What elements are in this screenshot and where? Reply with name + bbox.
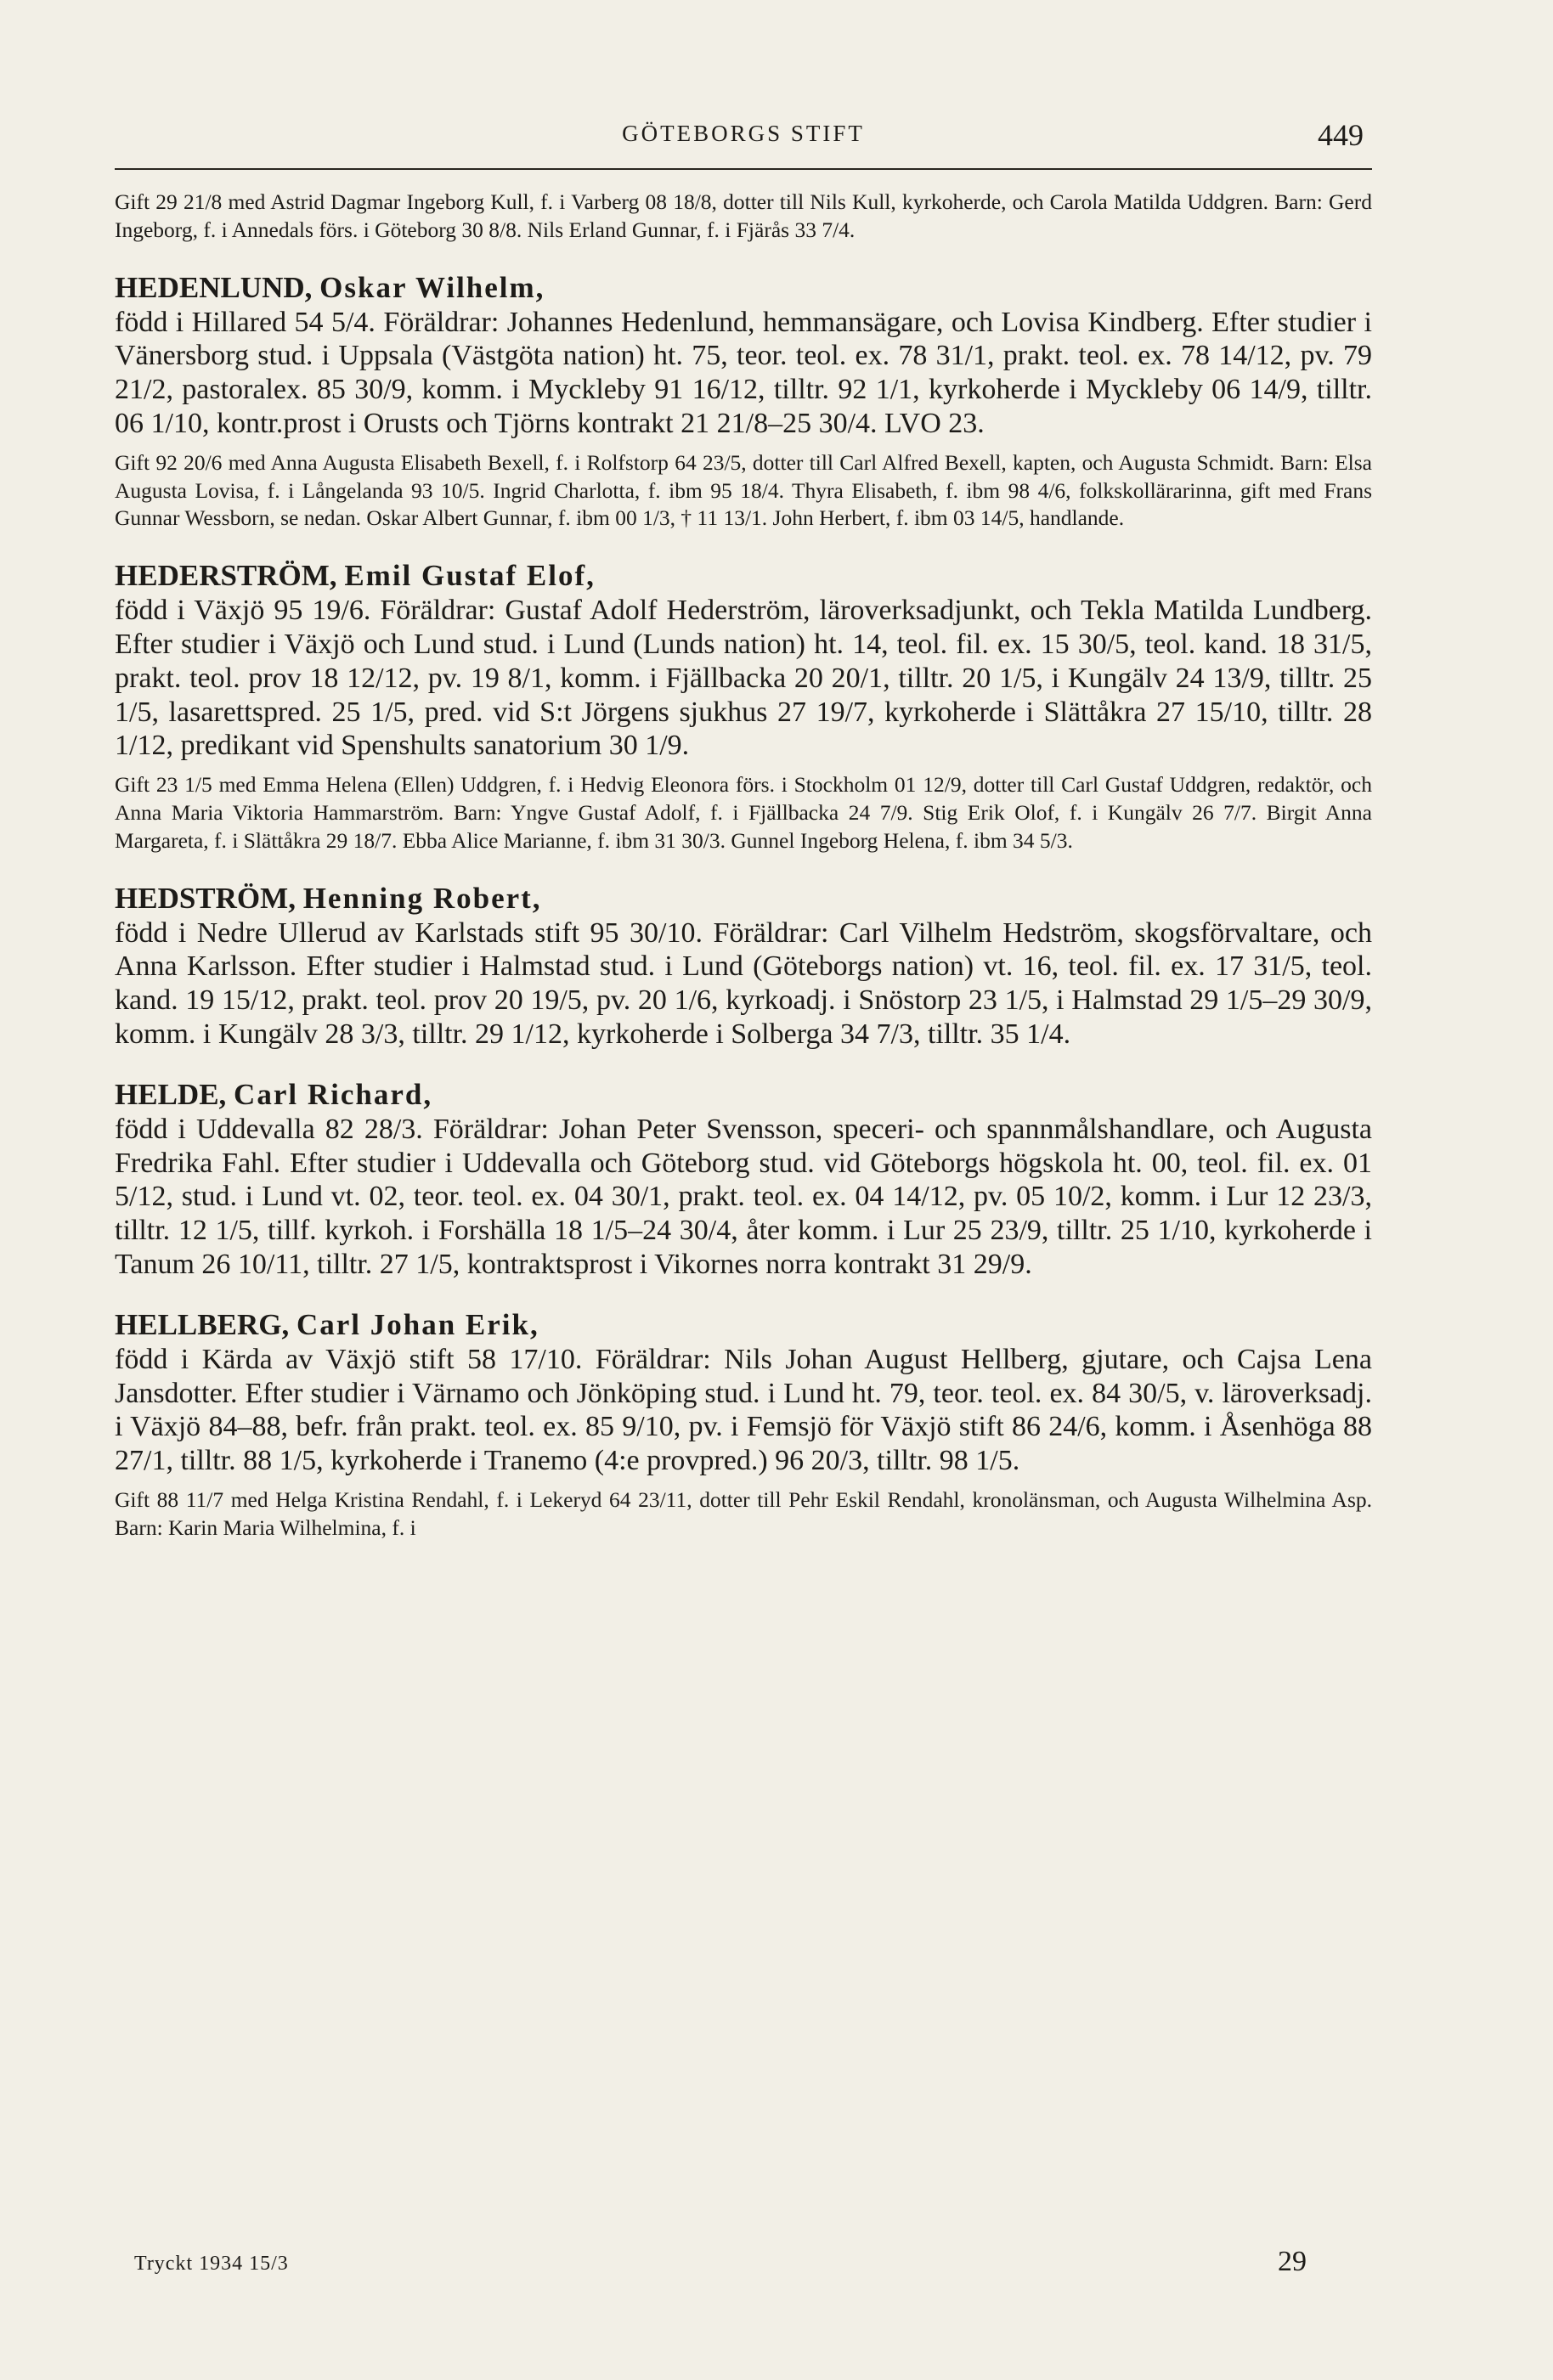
entry-biography: född i Växjö 95 19/6. Föräldrar: Gustaf Adolf Hederström, läroverksadjunkt, och Tekla Matilda Lundberg. Efter studier i Växjö och Lund stud. i Lund (Lunds nation) ht. 14, teol. fil. ex. 15 30/5, teol. kand. 18 31/5, prakt. teol. prov 18 12/12, pv. 19 8/1, komm. i Fjällbacka 20 20/1, tilltr. 20 1/5, i Kungälv 24 13/9, tilltr. 25 1/5, lasarettspred. 25 1/5, pred. vid S:t Jörgens sjukhus 27 19/7, kyrkoherde i Slättåkra 27 15/10, tilltr. 28 1/12, predikant vid Spenshults sanatorium 30 1/9. <box>115 595 1372 762</box>
page-content <box>115 189 1372 1542</box>
entry-heading <box>115 1307 1372 1343</box>
intro-marriage-note: Gift 29 21/8 med Astrid Dagmar Ingeborg Kull, f. i Varberg 08 18/8, dotter till Nils Kull, kyrkoherde, och Carola Matilda Uddgren. Barn: Gerd Ingeborg, f. i Annedals förs. i Göteborg 30 8/8. Nils Erland Gunnar, f. i Fjärås 33 7/4. <box>115 189 1372 242</box>
biography-entry-hederstrom <box>115 558 1372 854</box>
entry-family-note: Gift 92 20/6 med Anna Augusta Elisabeth Bexell, f. i Rolfstorp 64 23/5, dotter till Carl Alfred Bexell, kapten, och Augusta Schmidt. Barn: Elsa Augusta Lovisa, f. i Långelanda 93 10/5. Ingrid Charlotta, f. ibm 95 18/4. Thyra Elisabeth, f. ibm 98 4/6, folkskollärarinna, gift med Frans Gunnar Wessborn, se nedan. Oskar Albert Gunnar, f. ibm 00 1/3, † 11 13/1. John Herbert, f. ibm 03 14/5, handlande. <box>115 449 1372 531</box>
entry-biography: född i Hillared 54 5/4. Föräldrar: Johannes Hedenlund, hemmansägare, och Lovisa Kindberg. Efter studier i Vänersborg stud. i Uppsala (Västgöta nation) ht. 75, teor. teol. ex. 78 31/1, prakt. teol. ex. 78 14/12, pv. 79 21/2, pastoralex. 85 30/9, komm. i Myckleby 91 16/12, tilltr. 92 1/1, kyrkoherde i Myckleby 06 14/9, tilltr. 06 1/10, kontr.prost i Orusts och Tjörns kontrakt 21 21/8–25 30/4. LVO 23. <box>115 306 1372 439</box>
entry-given-names: Henning Robert, <box>302 881 542 915</box>
entry-biography: född i Nedre Ullerud av Karlstads stift 95 30/10. Föräldrar: Carl Vilhelm Hedström, skogsförvaltare, och Anna Karlsson. Efter studier i Halmstad stud. i Lund (Göteborgs nation) vt. 16, teol. fil. ex. 17 31/5, teol. kand. 19 15/12, prakt. teol. prov 20 19/5, pv. 20 1/6, kyrkoadj. i Snöstorp 23 1/5, i Halmstad 29 1/5–29 30/9, komm. i Kungälv 28 3/3, tilltr. 29 1/12, kyrkoherde i Solberga 34 7/3, tilltr. 35 1/4. <box>115 916 1372 1050</box>
signature-mark: 29 <box>1278 2246 1307 2277</box>
running-head: GÖTEBORGS STIFT <box>622 121 865 146</box>
entry-heading <box>115 558 1372 594</box>
page-number: 449 <box>1318 118 1364 152</box>
entry-given-names: Carl Johan Erik, <box>296 1307 539 1341</box>
biography-entry-hellberg <box>115 1307 1372 1542</box>
entry-heading <box>115 270 1372 306</box>
entry-biography: född i Kärda av Växjö stift 58 17/10. Föräldrar: Nils Johan August Hellberg, gjutare, och Cajsa Lena Jansdotter. Efter studier i Värnamo och Jönköping stud. i Lund ht. 79, teor. teol. ex. 84 30/5, v. läroverksadj. i Växjö 84–88, befr. från prakt. teol. ex. 85 9/10, pv. i Femsjö för Växjö stift 86 24/6, komm. i Åsenhöga 88 27/1, tilltr. 88 1/5, kyrkoherde i Tranemo (4:e provpred.) 96 20/3, tilltr. 98 1/5. <box>115 1343 1372 1477</box>
biography-entry-hedstrom <box>115 881 1372 1052</box>
biography-entry-hedenlund <box>115 270 1372 533</box>
biography-entry-helde <box>115 1077 1372 1282</box>
entry-heading <box>115 1077 1372 1113</box>
entry-biography: född i Uddevalla 82 28/3. Föräldrar: Johan Peter Svensson, speceri- och spannmålshandlare, och Augusta Fredrika Fahl. Efter studier i Uddevalla och Göteborg stud. vid Göteborgs högskola ht. 00, teol. fil. ex. 01 5/12, stud. i Lund vt. 02, teor. teol. ex. 04 30/1, prakt. teol. ex. 04 14/12, pv. 05 10/2, komm. i Lur 12 23/3, tilltr. 12 1/5, tillf. kyrkoh. i Forshälla 18 1/5–24 30/4, åter komm. i Lur 25 23/9, tilltr. 25 1/10, kyrkoherde i Tanum 26 10/11, tilltr. 27 1/5, kontraktsprost i Vikornes norra kontrakt 31 29/9. <box>115 1113 1372 1280</box>
entry-surname: HELDE, <box>115 1077 227 1111</box>
entry-family-note: Gift 88 11/7 med Helga Kristina Rendahl, f. i Lekeryd 64 23/11, dotter till Pehr Eskil Rendahl, kronolänsman, och Augusta Wilhelmina Asp. Barn: Karin Maria Wilhelmina, f. i <box>115 1486 1372 1540</box>
print-date: Tryckt 1934 15/3 <box>134 2253 289 2275</box>
page-footer <box>134 2246 1307 2290</box>
entry-given-names: Oskar Wilhelm, <box>319 270 545 304</box>
entry-surname: HELLBERG, <box>115 1307 290 1341</box>
entry-given-names: Carl Richard, <box>234 1077 433 1111</box>
entry-given-names: Emil Gustaf Elof, <box>344 559 596 593</box>
page-header <box>115 117 1372 170</box>
entry-surname: HEDSTRÖM, <box>115 881 296 915</box>
entry-surname: HEDERSTRÖM, <box>115 559 337 593</box>
entry-heading <box>115 881 1372 916</box>
entry-surname: HEDENLUND, <box>115 270 313 304</box>
entry-family-note: Gift 23 1/5 med Emma Helena (Ellen) Uddgren, f. i Hedvig Eleonora förs. i Stockholm 01 12/9, dotter till Carl Gustaf Uddgren, redaktör, och Anna Maria Viktoria Hammarström. Barn: Yngve Gustaf Adolf, f. i Fjällbacka 24 7/9. Stig Erik Olof, f. i Kungälv 26 7/7. Birgit Anna Margareta, f. i Slättåkra 29 18/7. Ebba Alice Marianne, f. ibm 31 30/3. Gunnel Ingeborg Helena, f. ibm 34 5/3. <box>115 772 1372 853</box>
